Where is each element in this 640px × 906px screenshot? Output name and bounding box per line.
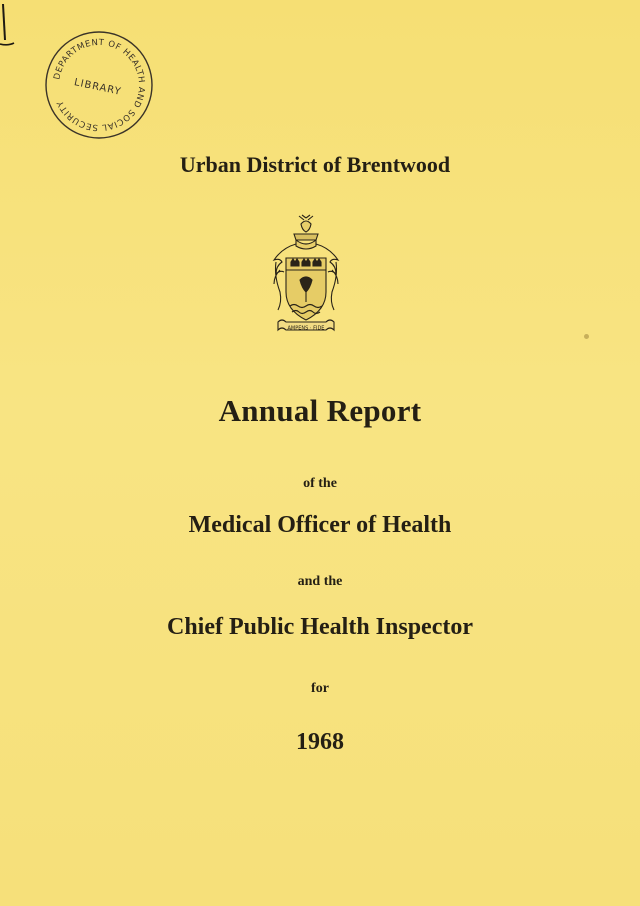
crest-motto: AMPENS · FIDE bbox=[287, 325, 325, 332]
library-stamp bbox=[42, 28, 156, 142]
report-year: 1968 bbox=[296, 729, 344, 755]
paper-speck bbox=[584, 334, 589, 339]
stamp-center-text: LIBRARY bbox=[72, 77, 123, 98]
medical-officer-heading: Medical Officer of Health bbox=[188, 512, 452, 538]
for-text: for bbox=[311, 681, 329, 696]
stamp-ring-textpath: DEPARTMENT OF HEALTH AND SOCIAL SECURITY bbox=[52, 37, 147, 133]
of-the-text: of the bbox=[303, 476, 337, 491]
report-title: Annual Report bbox=[218, 393, 422, 428]
corner-pencil-mark bbox=[0, 0, 20, 50]
chief-inspector-heading: Chief Public Health Inspector bbox=[167, 614, 473, 640]
and-the-text: and the bbox=[297, 574, 343, 589]
coat-of-arms bbox=[266, 214, 346, 338]
district-heading: Urban District of Brentwood bbox=[179, 152, 451, 177]
